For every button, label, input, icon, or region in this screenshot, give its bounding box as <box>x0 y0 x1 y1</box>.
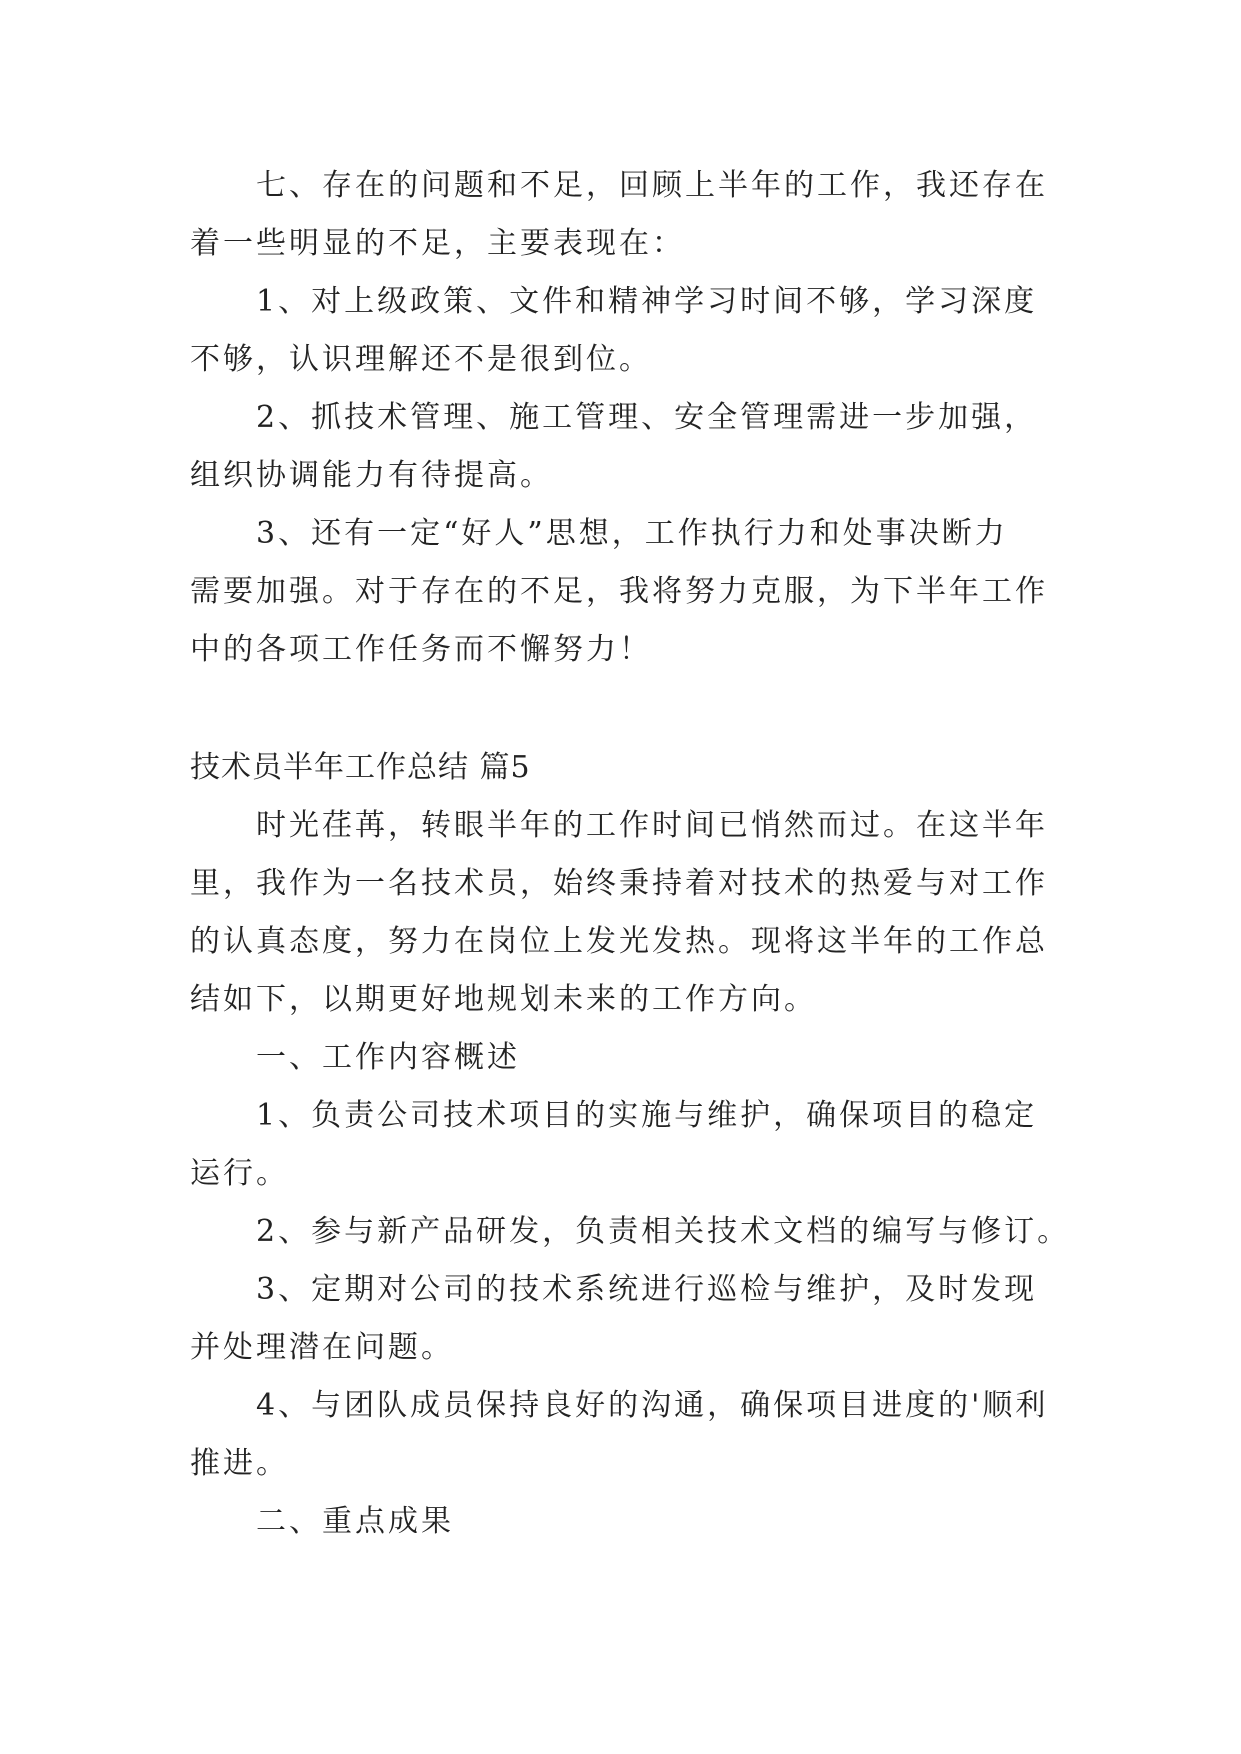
section-title: 技术员半年工作总结 篇5 <box>190 750 531 785</box>
paragraph-line: 的认真态度，努力在岗位上发光发热。现将这半年的工作总 <box>190 924 1048 959</box>
paragraph-line: 2、抓技术管理、施工管理、安全管理需进一步加强， <box>256 400 1038 435</box>
paragraph-line: 中的各项工作任务而不懈努力！ <box>190 632 652 667</box>
paragraph-line: 3、还有一定“好人”思想，工作执行力和处事决断力 <box>256 516 1008 551</box>
paragraph-line: 着一些明显的不足，主要表现在： <box>190 226 685 261</box>
paragraph-line: 1、负责公司技术项目的实施与维护，确保项目的稳定 <box>256 1098 1038 1133</box>
paragraph-line: 结如下，以期更好地规划未来的工作方向。 <box>190 982 817 1017</box>
paragraph-line: 里，我作为一名技术员，始终秉持着对技术的热爱与对工作 <box>190 866 1048 901</box>
paragraph-line: 4、与团队成员保持良好的沟通，确保项目进度的'顺利 <box>256 1388 1049 1423</box>
paragraph-line: 需要加强。对于存在的不足，我将努力克服，为下半年工作 <box>190 574 1048 609</box>
paragraph-line: 不够，认识理解还不是很到位。 <box>190 342 652 377</box>
paragraph-line: 2、参与新产品研发，负责相关技术文档的编写与修订。 <box>256 1214 1071 1249</box>
paragraph-line: 推进。 <box>190 1446 289 1481</box>
paragraph-line: 1、对上级政策、文件和精神学习时间不够，学习深度 <box>256 284 1038 319</box>
paragraph-line: 运行。 <box>190 1156 289 1191</box>
paragraph-line: 并处理潜在问题。 <box>190 1330 454 1365</box>
paragraph-line: 3、定期对公司的技术系统进行巡检与维护，及时发现 <box>256 1272 1038 1307</box>
paragraph-line: 时光荏苒，转眼半年的工作时间已悄然而过。在这半年 <box>256 808 1048 843</box>
paragraph-line: 组织协调能力有待提高。 <box>190 458 553 493</box>
subheading: 一、工作内容概述 <box>256 1040 520 1075</box>
subheading: 二、重点成果 <box>256 1504 454 1539</box>
paragraph-line: 七、存在的问题和不足，回顾上半年的工作，我还存在 <box>256 168 1048 203</box>
